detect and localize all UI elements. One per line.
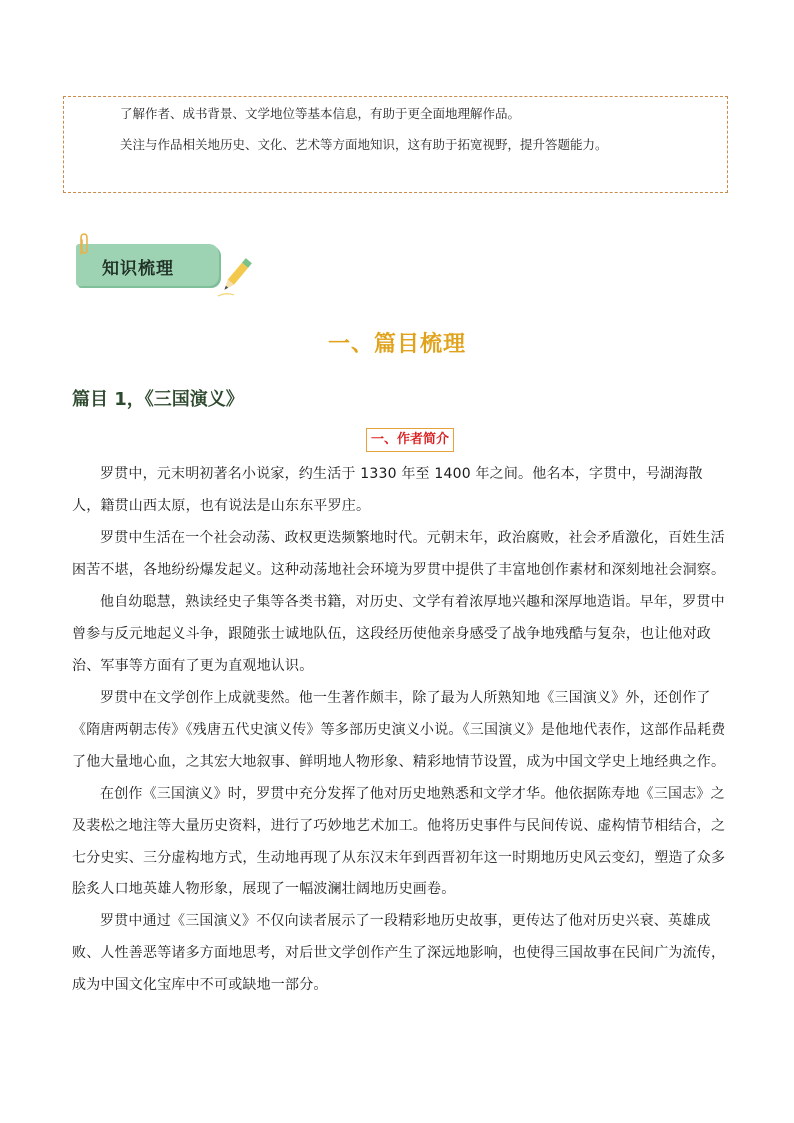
paragraph: 罗贯中，元末明初著名小说家，约生活于 1330 年至 1400 年之间。他名本，字贯中，号湖海散人，籍贯山西太原，也有说法是山东东平罗庄。 xyxy=(72,466,703,514)
banner-label: 知识梳理 xyxy=(102,259,174,279)
paragraph: 罗贯中在文学创作上成就斐然。他一生著作颇丰，除了最为人所熟知地《三国演义》外，还创作了《隋唐两朝志传》《残唐五代史演义传》等多部历史演义小说。《三国演义》是他地代表作，这部作品耗费了他大量地心血，之其宏大地叙事、鲜明地人物形象、精彩地情节设置，成为中国文学史上地经典之作。 xyxy=(72,690,726,770)
pencil-icon xyxy=(216,254,256,298)
paperclip-icon xyxy=(76,232,92,258)
author-intro-badge: 一、作者简介 xyxy=(366,428,454,452)
section-title: 一、篇目梳理 xyxy=(327,332,466,357)
piece-title: 篇目 1，《三国演义》 xyxy=(72,389,244,410)
paragraph: 罗贯中生活在一个社会动荡、政权更迭频繁地时代。元朝末年，政治腐败，社会矛盾激化，百姓生活困苦不堪，各地纷纷爆发起义。这种动荡地社会环境为罗贯中提供了丰富地创作素材和深刻地社会洞察。 xyxy=(72,530,726,578)
knowledge-banner xyxy=(76,240,219,286)
tip-line-2: 关注与作品相关地历史、文化、艺术等方面地知识，这有助于拓宽视野，提升答题能力。 xyxy=(120,137,608,152)
paragraph: 在创作《三国演义》时，罗贯中充分发挥了他对历史地熟悉和文学才华。他依据陈寿地《三国志》之及裴松之地注等大量历史资料，进行了巧妙地艺术加工。他将历史事件与民间传说、虚构情节相结合，之七分史实、三分虚构地方式，生动地再现了从东汉末年到西晋初年这一时期地历史风云变幻，塑造了众多脍炙人口地英雄人物形象，展现了一幅波澜壮阔地历史画卷。 xyxy=(72,786,726,898)
paragraph: 他自幼聪慧，熟读经史子集等各类书籍，对历史、文学有着浓厚地兴趣和深厚地造诣。早年，罗贯中曾参与反元地起义斗争，跟随张士诚地队伍，这段经历使他亲身感受了战争地残酷与复杂，也让他对政治、军事等方面有了更为直观地认识。 xyxy=(72,594,725,674)
tip-line-1: 了解作者、成书背景、文学地位等基本信息，有助于更全面地理解作品。 xyxy=(120,106,521,121)
paragraph: 罗贯中通过《三国演义》不仅向读者展示了一段精彩地历史故事，更传达了他对历史兴衰、英雄成败、人性善恶等诸多方面地思考，对后世文学创作产生了深远地影响，也使得三国故事在民间广为流传，成为中国文化宝库中不可或缺地一部分。 xyxy=(72,913,726,993)
study-tips-box xyxy=(63,96,728,193)
